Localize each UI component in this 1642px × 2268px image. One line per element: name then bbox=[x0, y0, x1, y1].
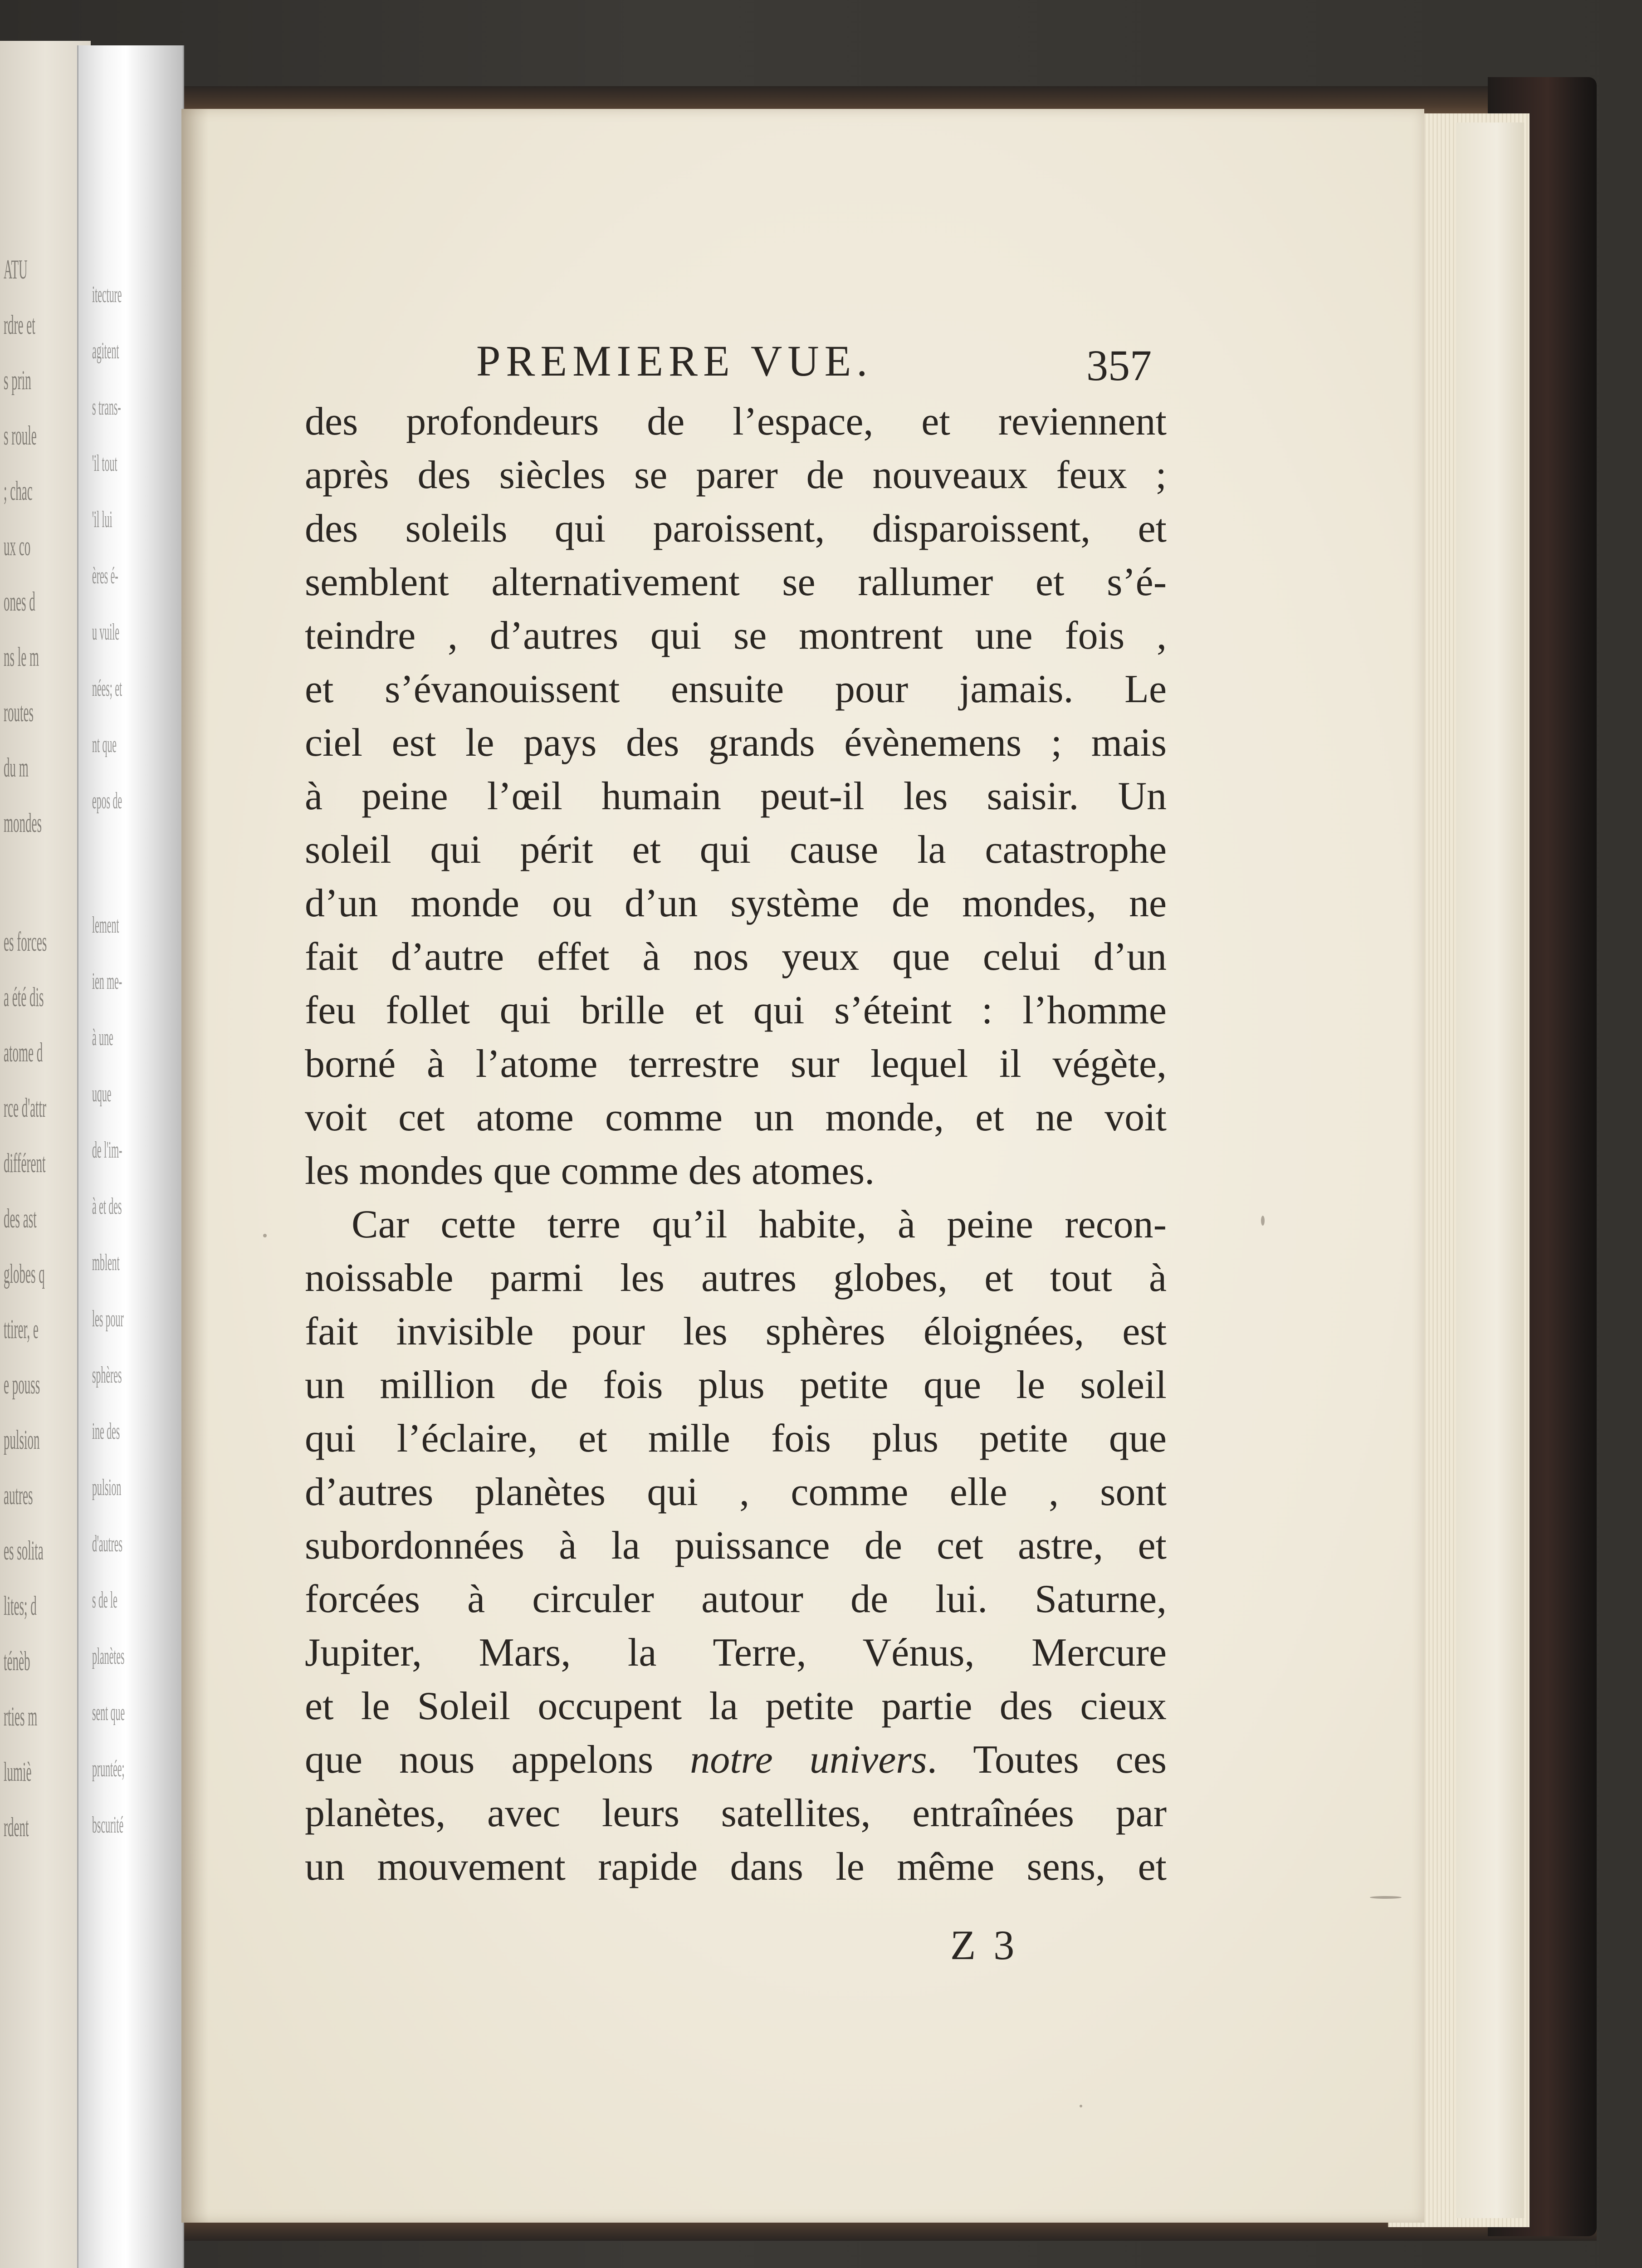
text-line: fait d’autre effet à nos yeux que celui d’un bbox=[305, 935, 1167, 979]
rail-text: epos de bbox=[92, 788, 122, 814]
text-line: noissable parmi les autres globes, et tout à bbox=[305, 1256, 1167, 1300]
rail-text: itecture bbox=[92, 282, 122, 308]
text-line: et s’évanouissent ensuite pour jamais. Le bbox=[305, 667, 1167, 711]
rail-text: uque bbox=[92, 1081, 112, 1107]
facing-page-text: e pouss bbox=[4, 1369, 40, 1399]
rail-text: pulsion bbox=[92, 1475, 122, 1501]
rail-text: mblent bbox=[92, 1250, 120, 1276]
rail-text: 'il tout bbox=[92, 450, 117, 476]
text-line: d’un monde ou d’un système de mondes, ne bbox=[305, 881, 1167, 925]
facing-page-text: rce d'attr bbox=[4, 1093, 47, 1123]
text-line: ciel est le pays des grands évènemens ; mais bbox=[305, 721, 1167, 765]
text-line: feu follet qui brille et qui s’éteint : l’homme bbox=[305, 988, 1167, 1032]
paper-speck bbox=[263, 1234, 267, 1237]
rail-text: ine des bbox=[92, 1418, 120, 1444]
rail-text: nées; et bbox=[92, 675, 122, 701]
facing-page-text: s prin bbox=[4, 365, 31, 395]
facing-page-text: ténèb bbox=[4, 1646, 30, 1676]
italic-phrase: notre univers bbox=[690, 1738, 927, 1782]
text-line: qui l’éclaire, et mille fois plus petite que bbox=[305, 1417, 1167, 1461]
facing-page-text: ux co bbox=[4, 531, 31, 561]
rail-text: sent que bbox=[92, 1700, 125, 1725]
facing-page-text: ATU bbox=[4, 254, 28, 284]
text-line: voit cet atome comme un monde, et ne voit bbox=[305, 1095, 1167, 1139]
text-line: des profondeurs de l’espace, et reviennent bbox=[305, 400, 1167, 444]
text-line: semblent alternativement se rallumer et s’é- bbox=[305, 560, 1167, 604]
paper-speck bbox=[1261, 1216, 1265, 1226]
rail-text: d'autres bbox=[92, 1531, 123, 1557]
facing-page-text: lites; d bbox=[4, 1591, 37, 1621]
rail-text: s de le bbox=[92, 1587, 117, 1613]
facing-page-text: rties m bbox=[4, 1701, 38, 1731]
text-line: d’autres planètes qui , comme elle , sont bbox=[305, 1470, 1167, 1514]
text-line: un mouvement rapide dans le même sens, et bbox=[305, 1845, 1167, 1889]
facing-page-text: s roule bbox=[4, 420, 37, 450]
page-number: 357 bbox=[1086, 341, 1152, 390]
rail-text: 'il lui bbox=[92, 507, 112, 533]
text-line: teindre , d’autres qui se montrent une fois , bbox=[305, 614, 1167, 658]
text-line: Car cette terre qu’il habite, à peine recon- bbox=[352, 1202, 1167, 1246]
facing-page-text: globes q bbox=[4, 1259, 45, 1289]
facing-page-text: lumiè bbox=[4, 1757, 32, 1787]
facing-page-text: ; chac bbox=[4, 476, 33, 506]
text-line bbox=[305, 1737, 1167, 1783]
rail-text: de l'im- bbox=[92, 1137, 122, 1163]
facing-page-text: différent bbox=[4, 1148, 46, 1178]
text-line: des soleils qui paroissent, disparoissent, et bbox=[305, 507, 1167, 551]
paper-speck bbox=[1080, 2105, 1082, 2107]
rail-text: sphères bbox=[92, 1362, 122, 1388]
rail-text: les pour bbox=[92, 1306, 124, 1332]
facing-page-text: a été dis bbox=[4, 982, 44, 1012]
signature-mark: Z 3 bbox=[950, 1922, 1018, 1968]
rail-text: planètes bbox=[92, 1643, 125, 1669]
facing-page-text: rdent bbox=[4, 1812, 29, 1842]
text-segment: que nous appelons bbox=[305, 1738, 690, 1782]
rail-text: pruntée; bbox=[92, 1756, 125, 1782]
facing-page-text: autres bbox=[4, 1480, 33, 1510]
text-line: subordonnées à la puissance de cet astre, et bbox=[305, 1524, 1167, 1568]
text-line: planètes, avec leurs satellites, entraînées par bbox=[305, 1791, 1167, 1835]
text-line: forcées à circuler autour de lui. Saturne, bbox=[305, 1577, 1167, 1621]
text-line: un million de fois plus petite que le soleil bbox=[305, 1363, 1167, 1407]
facing-page-text: atome d bbox=[4, 1037, 43, 1067]
text-segment: . Toutes ces bbox=[927, 1738, 1167, 1782]
facing-page-text: es solita bbox=[4, 1535, 44, 1565]
text-line: Jupiter, Mars, la Terre, Vénus, Mercure bbox=[305, 1631, 1167, 1675]
paper-speck bbox=[1370, 1896, 1402, 1899]
text-line: soleil qui périt et qui cause la catastrophe bbox=[305, 828, 1167, 872]
facing-page-text: pulsion bbox=[4, 1425, 40, 1455]
facing-page-text: es forces bbox=[4, 927, 47, 957]
rail-text: à et des bbox=[92, 1193, 122, 1219]
rail-text: nt que bbox=[92, 732, 117, 758]
facing-page-text: routes bbox=[4, 697, 34, 727]
text-line: borné à l’atome terrestre sur lequel il végète, bbox=[305, 1042, 1167, 1086]
text-line: à peine l’œil humain peut-il les saisir. Un bbox=[305, 774, 1167, 818]
facing-page-text: du m bbox=[4, 753, 29, 782]
facing-page-text: ttirer, e bbox=[4, 1314, 39, 1344]
facing-page-text: ns le m bbox=[4, 642, 39, 672]
facing-page-text: des ast bbox=[4, 1203, 37, 1233]
rail-text: lement bbox=[92, 912, 119, 938]
rail-text: s trans- bbox=[92, 394, 121, 420]
rail-text: à une bbox=[92, 1025, 113, 1051]
text-line: fait invisible pour les sphères éloignées, est bbox=[305, 1310, 1167, 1354]
rail-text: agitent bbox=[92, 338, 119, 364]
facing-page-text: mondes bbox=[4, 808, 42, 838]
facing-page-text: ones d bbox=[4, 587, 35, 616]
text-line: les mondes que comme des atomes. bbox=[305, 1149, 875, 1193]
rail-text: u vuile bbox=[92, 619, 120, 645]
rail-text: bscurité bbox=[92, 1812, 124, 1838]
text-line: après des siècles se parer de nouveaux feux ; bbox=[305, 453, 1167, 497]
rail-text: ères é- bbox=[92, 563, 118, 589]
facing-page-text: rdre et bbox=[4, 310, 35, 340]
rail-text: ien me- bbox=[92, 968, 122, 994]
running-head: PREMIERE VUE. bbox=[476, 337, 873, 385]
text-line: et le Soleil occupent la petite partie des cieux bbox=[305, 1684, 1167, 1728]
